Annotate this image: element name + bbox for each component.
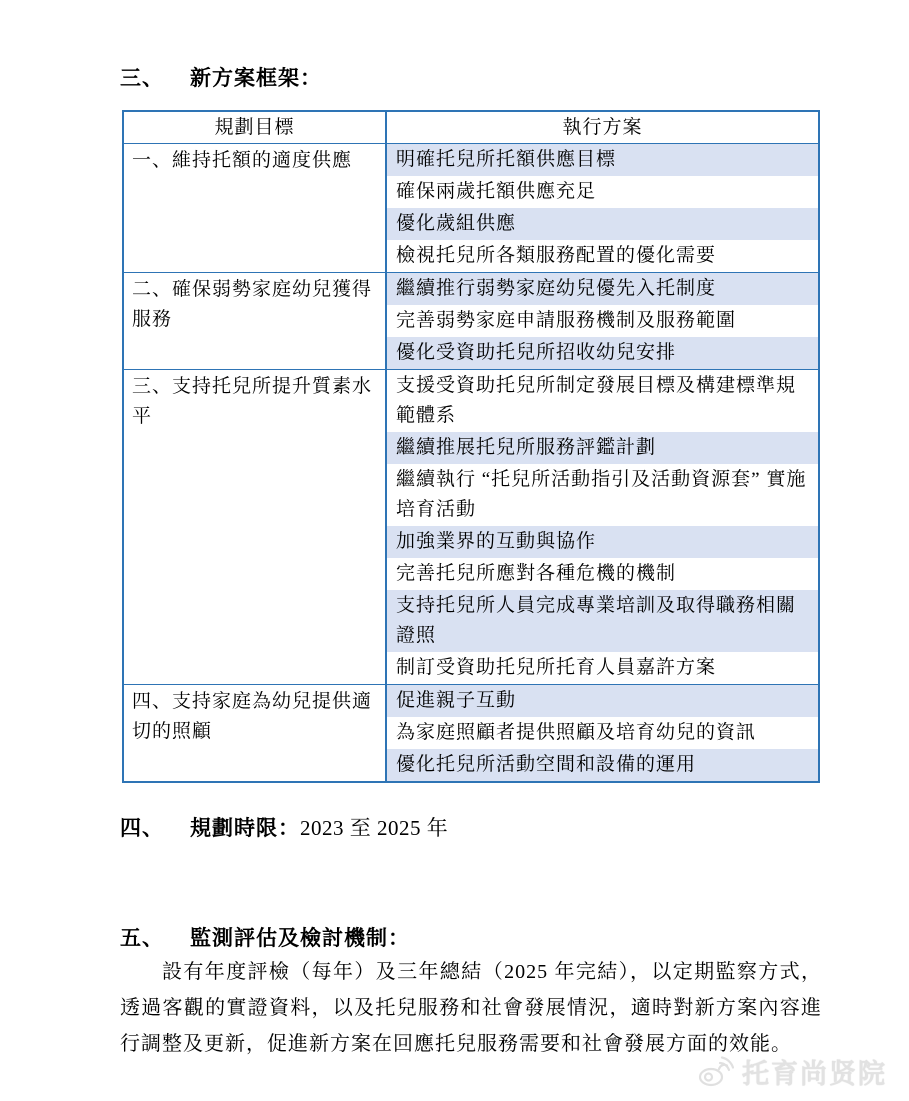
plan-cell: 制訂受資助托兒所托育人員嘉許方案: [386, 652, 819, 685]
section-3-title: 新方案框架：: [190, 66, 322, 90]
plan-cell: 繼續執行 “托兒所活動指引及活動資源套” 實施培育活動: [386, 464, 819, 526]
section-5-number: 五、: [120, 926, 164, 950]
plan-cell: 完善托兒所應對各種危機的機制: [386, 558, 819, 590]
plan-cell: 優化歲組供應: [386, 208, 819, 240]
table-row: [123, 685, 819, 718]
table-row: [123, 144, 819, 177]
plan-table: [122, 110, 820, 783]
plan-table-body: [123, 144, 819, 783]
section-4-title: 規劃時限：: [190, 816, 300, 840]
section-3-number: 三、: [120, 66, 164, 90]
weibo-icon: [698, 1056, 734, 1088]
plan-cell: 繼續推行弱勢家庭幼兒優先入托制度: [386, 273, 819, 306]
plan-cell: 優化托兒所活動空間和設備的運用: [386, 749, 819, 782]
section-4-heading: [120, 812, 448, 842]
section-5-title: 監測評估及檢討機制：: [190, 926, 410, 950]
section-4-value: 2023 至 2025 年: [300, 816, 449, 840]
section-3-heading: [120, 62, 322, 92]
table-row: [123, 370, 819, 433]
goal-cell: 二、確保弱勢家庭幼兒獲得服務: [123, 273, 386, 370]
section-5-heading: [120, 922, 410, 952]
plan-cell: 支持托兒所人員完成專業培訓及取得職務相關證照: [386, 590, 819, 652]
plan-cell: 促進親子互動: [386, 685, 819, 718]
column-header-goals: 規劃目標: [123, 111, 386, 144]
goal-cell: 一、維持托額的適度供應: [123, 144, 386, 273]
goal-cell: 四、支持家庭為幼兒提供適切的照顧: [123, 685, 386, 783]
plan-cell: 明確托兒所托額供應目標: [386, 144, 819, 177]
plan-cell: 支援受資助托兒所制定發展目標及構建標準規範體系: [386, 370, 819, 433]
body-paragraph: 設有年度評檢（每年）及三年總結（2025 年完結），以定期監察方式，透過客觀的實證資料，以及托兒服務和社會發展情況，適時對新方案內容進行調整及更新，促進新方案在回應托兒服務需要和社會發展方面的效能。: [120, 961, 822, 1055]
watermark-text: 托育尚贤院: [742, 1059, 887, 1089]
plan-cell: 為家庭照顧者提供照顧及培育幼兒的資訊: [386, 717, 819, 749]
table-row: [123, 273, 819, 306]
column-header-plans: 執行方案: [386, 111, 819, 144]
plan-cell: 繼續推展托兒所服務評鑑計劃: [386, 432, 819, 464]
plan-cell: 確保兩歲托額供應充足: [386, 176, 819, 208]
watermark: [698, 1052, 887, 1091]
plan-cell: 檢視托兒所各類服務配置的優化需要: [386, 240, 819, 273]
plan-cell: 加強業界的互動與協作: [386, 526, 819, 558]
plan-cell: 完善弱勢家庭申請服務機制及服務範圍: [386, 305, 819, 337]
goal-cell: 三、支持托兒所提升質素水平: [123, 370, 386, 685]
table-header-row: [123, 111, 819, 144]
section-4-number: 四、: [120, 816, 164, 840]
plan-cell: 優化受資助托兒所招收幼兒安排: [386, 337, 819, 370]
